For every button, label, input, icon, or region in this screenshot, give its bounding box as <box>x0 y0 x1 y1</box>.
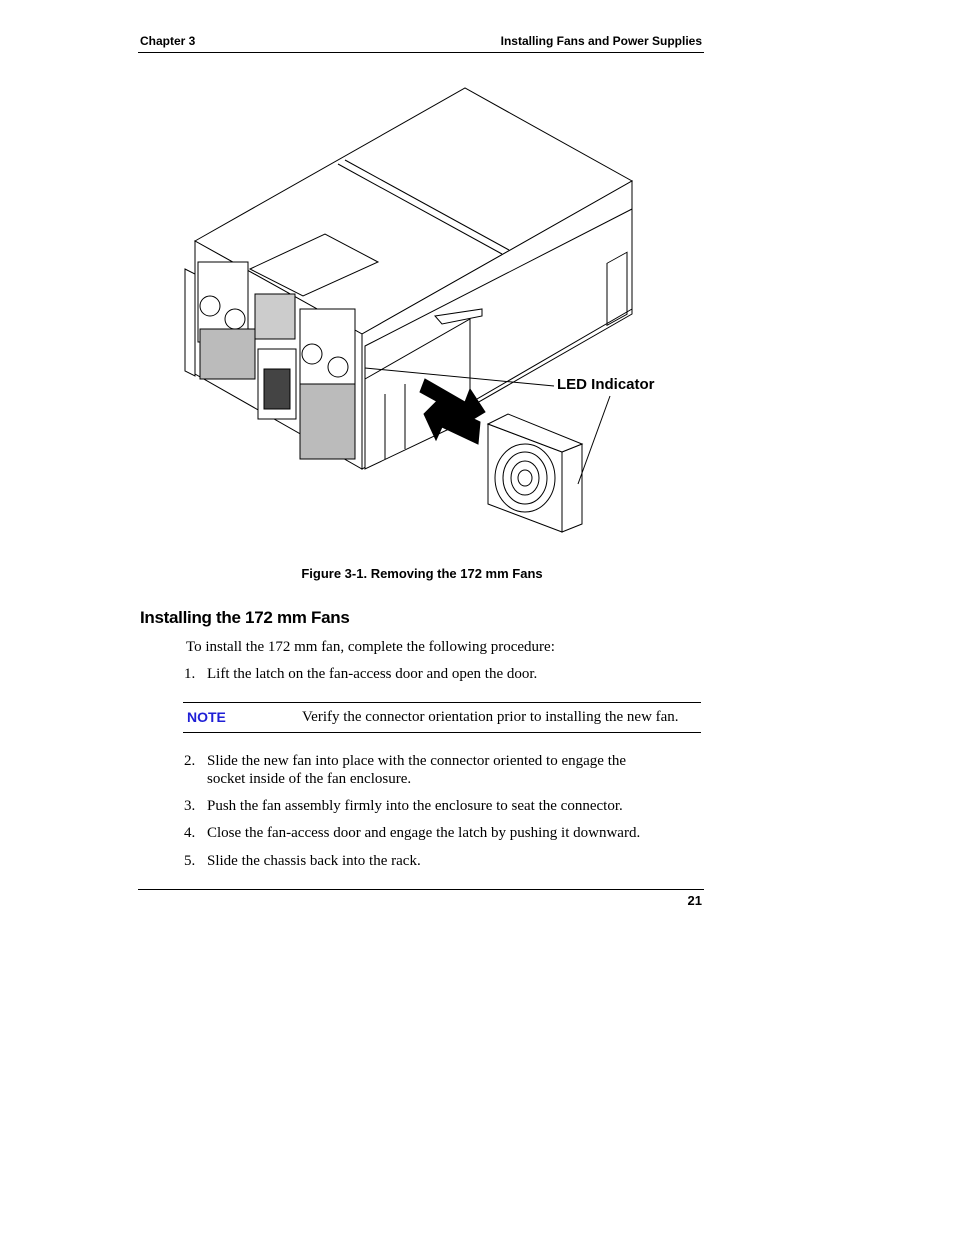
header-rule <box>138 52 704 53</box>
step-4 <box>184 824 684 842</box>
note-text: Verify the connector orientation prior to installing the new fan. <box>302 709 679 725</box>
running-header-chapter: Chapter 3 <box>140 34 196 48</box>
step-text: Slide the new fan into place with the connector oriented to engage the socket inside of the fan enclosure. <box>207 753 627 787</box>
step-3 <box>184 797 684 815</box>
step-2 <box>184 752 654 788</box>
figure-caption: Figure 3-1. Removing the 172 mm Fans <box>301 566 543 581</box>
footer-rule <box>138 889 704 890</box>
step-text: Slide the chassis back into the rack. <box>207 853 421 869</box>
intro-paragraph: To install the 172 mm fan, complete the following procedure: <box>186 639 555 655</box>
led-indicator-callout: LED Indicator <box>557 376 655 393</box>
section-title: Installing the 172 mm Fans <box>140 608 350 627</box>
step-number: 1. <box>184 666 196 682</box>
step-5 <box>184 852 684 870</box>
step-number: 5. <box>184 853 196 869</box>
step-number: 2. <box>184 753 196 769</box>
note-label: NOTE <box>187 709 226 725</box>
running-header-section: Installing Fans and Power Supplies <box>500 34 702 48</box>
step-text: Close the fan-access door and engage the latch by pushing it downward. <box>207 825 641 841</box>
note-box <box>183 702 701 733</box>
step-number: 3. <box>184 798 196 814</box>
step-text: Lift the latch on the fan-access door and open the door. <box>207 666 538 682</box>
page-number: 21 <box>687 893 702 908</box>
fan-removal-illustration <box>180 84 680 544</box>
step-1 <box>184 665 684 683</box>
step-number: 4. <box>184 825 196 841</box>
step-text: Push the fan assembly firmly into the enclosure to seat the connector. <box>207 798 623 814</box>
